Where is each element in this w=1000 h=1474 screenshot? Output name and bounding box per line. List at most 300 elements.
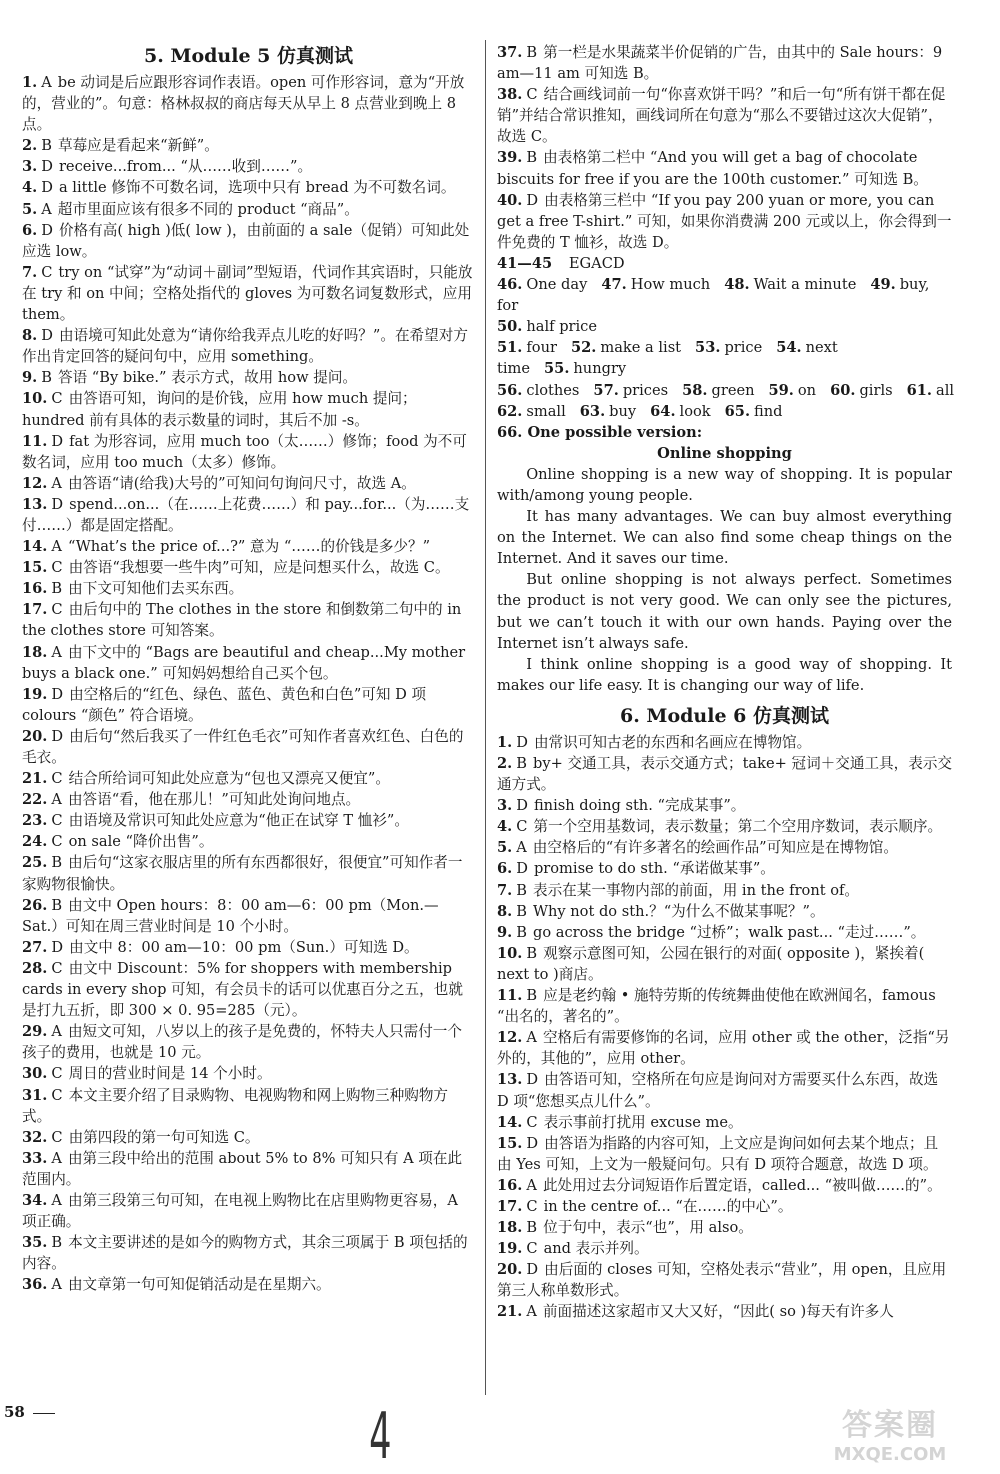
fill-answer: One day [526, 276, 588, 294]
answer-explanation: 由下文可知他们去买东西。 [68, 580, 244, 598]
answer-explanation: 结合所给词可知此处应意为“包也又漂亮又便宜”。 [68, 770, 390, 788]
answer-option: A [51, 1149, 62, 1167]
section-title-module6: 6. Module 6 仿真测试 [619, 704, 829, 727]
answer-item [497, 985, 952, 1027]
answer-explanation: 由后句中的 The clothes in the store 和倒数第二句中的 in the clothes store 可知答案。 [22, 601, 462, 640]
answer-item [497, 1069, 952, 1111]
fill-number: 53. [695, 339, 721, 357]
answer-explanation: and 表示并列。 [543, 1240, 649, 1258]
answer-item [22, 199, 475, 220]
answer-explanation: 由答语可知，空格所在句应是询问对方需要买什么东西，故选 D 项“您想买点儿什么”。 [497, 1071, 939, 1110]
answer-item [497, 1027, 952, 1069]
answer-explanation: promise to do sth. “承诺做某事”。 [533, 860, 775, 878]
answer-option: D [51, 495, 64, 513]
answer-item [22, 937, 475, 958]
answer-option: C [51, 390, 63, 408]
answer-item [22, 262, 475, 325]
left-column [22, 42, 475, 1295]
answer-explanation: try on “试穿”为“动词＋副词”型短语，代词作其宾语时，只能放在 try 和 on 中间；空格处指代的 gloves 为可数名词复数形式，应用 them。 [22, 263, 473, 324]
answer-number: 33. [22, 1149, 48, 1167]
answer-item [22, 473, 475, 494]
fill-answer: girls [859, 381, 893, 399]
answer-number: 17. [22, 601, 48, 619]
essay-body [497, 464, 952, 696]
answer-item [497, 901, 952, 922]
answer-number: 9. [497, 923, 513, 941]
answer-option: B [51, 896, 63, 914]
answer-item [497, 880, 952, 901]
answer-option: C [51, 1086, 63, 1104]
answer-item [22, 1063, 475, 1084]
answer-item [22, 958, 475, 1021]
fill-number: 60. [830, 381, 856, 399]
answer-number: 8. [497, 902, 513, 920]
answer-explanation: 由表格第三栏中 “If you pay 200 yuan or more, you can get a free T-shirt.” 可知，如果你消费满 200 元或以上，你会得到一件免费的 T 恤衫，故选 D。 [497, 191, 952, 251]
answer-explanation: 由文中 8：00 am—10：00 pm（Sun.）可知选 D。 [69, 938, 419, 956]
fill-number: 51. [497, 339, 523, 357]
answer-item [497, 816, 952, 837]
answer-option: D [41, 158, 53, 176]
answer-number: 16. [497, 1176, 523, 1194]
answer-explanation: 空格后有需要修饰的名词，应用 other 或 the other，泛指“另外的，其他的”，应用 other。 [497, 1029, 950, 1068]
answer-option: D [516, 797, 528, 815]
answer-explanation: 由答语“看，他在那儿！”可知此处询问地点。 [67, 791, 361, 809]
answer-option: A [516, 839, 527, 857]
watermark-logo [790, 1400, 990, 1464]
answer-option: B [516, 923, 527, 941]
answer-number: 19. [497, 1240, 523, 1258]
answer-item [22, 1274, 475, 1295]
answer-number: 21. [22, 770, 48, 788]
fill-number: 62. [497, 402, 523, 420]
answer-item [22, 1148, 475, 1190]
answer-explanation: 由文中 Open hours：8：00 am—6：00 pm（Mon.—Sat.）可知在周三营业时间是 10 个小时。 [22, 896, 439, 935]
answer-option: D [51, 432, 64, 450]
answer-option: D [41, 221, 53, 239]
answer-number: 40. [497, 191, 523, 209]
answer-number: 11. [497, 987, 523, 1005]
answer-explanation: be 动词是后应跟形容词作表语。open 可作形容词，意为“开放的，营业的”。句意：格林叔叔的商店每天从早上 8 点营业到晚上 8 点。 [22, 74, 465, 134]
answer-option: C [526, 1113, 538, 1131]
answer-item [22, 831, 475, 852]
answer-number: 30. [22, 1065, 48, 1083]
answer-number: 23. [22, 812, 48, 830]
answer-number: 7. [497, 881, 513, 899]
fill-number: 63. [579, 402, 606, 420]
answer-number: 22. [22, 791, 48, 809]
fill-row [497, 401, 952, 422]
answer-number: 31. [22, 1086, 48, 1104]
answer-item [497, 1238, 952, 1259]
answer-item [22, 325, 475, 367]
answer-explanation: go across the bridge “过桥”；walk past... “走过……”。 [532, 923, 926, 941]
answer-explanation: 应是老约翰 • 施特劳斯的传统舞曲使他在欧洲闻名，famous “出名的，著名的”。 [497, 987, 936, 1026]
fill-number: 48. [724, 276, 750, 294]
fill-number: 47. [601, 276, 627, 294]
answer-option: B [41, 137, 52, 155]
answer-number: 7. [22, 263, 38, 281]
answer-explanation: 前面描述这家超市又大又好，“因此( so )每天有许多人 [542, 1303, 894, 1321]
answer-number: 8. [22, 327, 38, 345]
answer-number: 3. [497, 797, 513, 815]
answer-number: 35. [22, 1234, 48, 1252]
answer-option: C [51, 1065, 63, 1083]
answer-number: 37. [497, 44, 523, 61]
answer-number: 15. [497, 1134, 523, 1152]
answer-option: D [41, 327, 53, 345]
answer-option: D [526, 1261, 539, 1279]
answer-explanation: 由表格第二栏中 “And you will get a bag of chocolate biscuits for free if you are the 100th customer.” 可知选 B。 [497, 149, 928, 188]
answer-number: 12. [497, 1029, 523, 1047]
answer-explanation: 本文主要介绍了目录购物、电视购物和网上购物三种购物方式。 [22, 1086, 449, 1125]
answer-option: A [526, 1303, 537, 1321]
answer-option: B [516, 755, 527, 772]
answer-item [22, 684, 475, 726]
answer-option: D [526, 1134, 539, 1152]
answer-explanation: a little 修饰不可数名词，选项中只有 bread 为不可数名词。 [58, 179, 456, 197]
answer-number: 29. [22, 1023, 48, 1041]
answer-explanation: receive...from... “从……收到……”。 [58, 158, 313, 176]
answer-option: B [526, 149, 538, 167]
right-column [497, 42, 955, 1323]
fill-row [497, 274, 952, 316]
answer-item [497, 922, 952, 943]
answer-item [22, 557, 475, 578]
answer-option: C [526, 1197, 538, 1215]
answer-option: A [41, 200, 52, 218]
answer-item [497, 42, 952, 84]
answer-option: B [51, 580, 63, 598]
answer-number: 27. [22, 938, 48, 956]
answer-item [497, 858, 952, 879]
answer-explanation: 超市里面应该有很多不同的 product “商品”。 [57, 200, 359, 218]
answer-number: 6. [497, 860, 513, 878]
answer-option: C [51, 833, 63, 851]
answer-item [22, 72, 475, 135]
answer-item [22, 536, 475, 557]
answer-option: C [51, 601, 63, 619]
answer-number: 3. [22, 158, 38, 176]
answer-explanation: 由后句“这家衣服店里的所有东西都很好，很便宜”可知作者一家购物很愉快。 [22, 854, 463, 893]
fill-answer: How much [630, 276, 711, 294]
answer-list-right-bottom [497, 732, 952, 1323]
answer-item [22, 768, 475, 789]
fill-number: 49. [870, 276, 896, 294]
answer-item [22, 367, 475, 388]
answer-item [497, 837, 952, 858]
answer-explanation: 由语境可知此处意为“请你给我弄点儿吃的好吗？”。在希望对方作出肯定回答的疑问句中，应用 something。 [22, 327, 468, 366]
answer-number: 11. [22, 432, 48, 450]
answer-option: C [526, 1240, 538, 1258]
fill-answer: find [754, 402, 783, 420]
page-number: 58 [4, 1403, 25, 1421]
fill-number: 52. [570, 339, 597, 357]
answer-option: D [526, 191, 539, 209]
answer-explanation: finish doing sth. “完成某事”。 [533, 797, 746, 815]
answer-option: B [526, 1219, 538, 1237]
fill-answer: small [526, 402, 566, 420]
answer-number: 18. [22, 643, 48, 661]
answer-explanation: 由空格后的“有许多著名的绘画作品”可知应是在博物馆。 [532, 839, 898, 857]
answer-item [22, 1190, 475, 1232]
answer-number: 36. [22, 1276, 48, 1294]
answer-option: A [526, 1176, 537, 1194]
answer-explanation: 由第三段中给出的范围 about 5% to 8% 可知只有 A 项在此范围内。 [22, 1149, 463, 1188]
answer-number: 39. [497, 149, 523, 167]
answer-number: 9. [22, 369, 38, 387]
essay-paragraph: Online shopping is a new way of shopping. It is popular with/among young people. [497, 465, 952, 504]
essay-label: 66. One possible version: [497, 423, 703, 441]
fill-answer: buy [609, 402, 637, 420]
answer-option: D [516, 733, 528, 751]
answer-option: D [526, 1071, 539, 1089]
essay-paragraph: I think online shopping is a good way of shopping. It makes our life easy. It is changing our way of life. [497, 655, 952, 694]
answer-option: D [516, 860, 528, 878]
fill-number: 54. [776, 339, 802, 357]
answer-item [497, 753, 952, 795]
answer-explanation: 由后句“然后我买了一件红色毛衣”可知作者喜欢红色、白色的毛衣。 [22, 727, 464, 766]
answer-explanation: 由下文中的 “Bags are beautiful and cheap...My mother buys a black one.” 可知妈妈想给自己买个包。 [22, 643, 466, 682]
answer-item [22, 431, 475, 473]
answer-list-left [22, 72, 475, 1295]
answer-number: 24. [22, 833, 48, 851]
answer-number: 14. [22, 538, 48, 556]
answer-number: 5. [22, 200, 38, 218]
answer-item [22, 1127, 475, 1148]
answer-option: B [516, 902, 527, 920]
fill-answer: four [526, 339, 557, 357]
answer-item [497, 147, 952, 189]
answer-item [22, 726, 475, 768]
fill-number: 56. [497, 381, 523, 399]
answer-number: 17. [497, 1197, 523, 1215]
answer-option: C [526, 86, 538, 104]
fill-answer: half price [526, 318, 597, 336]
answer-item [497, 795, 952, 816]
answer-explanation: 此处用过去分词短语作后置定语，called... “被叫做……的”。 [542, 1176, 942, 1194]
page-footer [4, 1403, 55, 1421]
answer-number: 21. [497, 1303, 523, 1321]
fill-number: 64. [650, 402, 676, 420]
answer-item [22, 810, 475, 831]
answer-number: 38. [497, 86, 523, 104]
answer-explanation: fat 为形容词，应用 much too（太……）修饰；food 为不可数名词，应用 too much（太多）修饰。 [22, 432, 467, 471]
answer-explanation: 由答语为指路的内容可知，上文应是询问如何去某个地点；且由 Yes 可知，上文为一般疑问句。只有 D 项符合题意，故选 D 项。 [497, 1134, 939, 1173]
essay-title: Online shopping [657, 444, 792, 462]
fill-row [497, 337, 952, 379]
fill-answer: make a list [600, 339, 682, 357]
answer-option: C [51, 559, 63, 577]
answer-item [22, 156, 475, 177]
answer-item [22, 1021, 475, 1063]
fill-number: 46. [497, 276, 523, 294]
answer-explanation: 第一个空用基数词，表示数量；第二个空用序数词，表示顺序。 [533, 818, 943, 836]
answer-option: B [526, 987, 538, 1005]
answer-41-45: 41—45 EGACD [497, 254, 625, 272]
answer-item [22, 388, 475, 430]
answer-item [22, 642, 475, 684]
answer-explanation: Why not do sth.？“为什么不做某事呢？”。 [532, 902, 825, 920]
answer-item [22, 177, 475, 198]
footer-dash [33, 1413, 55, 1414]
watermark-url: MXQE.COM [833, 1444, 947, 1465]
answer-item [497, 1217, 952, 1238]
answer-number: 4. [497, 818, 513, 836]
fill-answer: buy, for [497, 276, 930, 315]
answer-option: C [41, 263, 53, 281]
answer-number: 34. [22, 1191, 48, 1209]
fill-answer: look [679, 402, 711, 420]
answer-explanation: 由短文可知，八岁以上的孩子是免费的，怀特夫人只需付一个孩子的费用，也就是 10 元。 [22, 1023, 462, 1062]
answer-number: 13. [22, 495, 48, 513]
fill-answer: next time [497, 339, 838, 378]
answer-number: 25. [22, 854, 48, 872]
answer-item [497, 190, 952, 253]
answer-option: D [51, 938, 64, 956]
handwritten-mark: 4 [369, 1400, 392, 1474]
answer-explanation: 草莓应是看起来“新鲜”。 [57, 137, 219, 155]
answer-option: B [41, 369, 52, 387]
answer-option: C [516, 818, 528, 836]
answer-number: 2. [497, 755, 513, 772]
answer-option: C [51, 812, 63, 830]
answer-explanation: 位于句中，表示“也”，用 also。 [543, 1219, 753, 1237]
essay-paragraph: It has many advantages. We can buy almost everything on the Internet. We can also find some cheap things on the Internet. And it saves our time. [497, 508, 952, 568]
answer-number: 10. [497, 944, 523, 962]
fill-answer: clothes [526, 381, 580, 399]
answer-item [22, 1085, 475, 1127]
answer-explanation: “What’s the price of...?” 意为 “……的价钱是多少？” [67, 538, 431, 556]
answer-number: 12. [22, 474, 48, 492]
answer-explanation: 由答语“我想要一些牛肉”可知，应是问想买什么，故选 C。 [68, 559, 450, 577]
answer-item [497, 1175, 952, 1196]
essay-paragraph: But online shopping is not always perfect. Sometimes the product is not very good. We can only see the pictures, but we can’t touch it with our own hands. Paying over the Internet isn’t always safe. [497, 571, 952, 652]
answer-number: 2. [22, 137, 38, 155]
watermark-text: 答案圈 [842, 1408, 938, 1443]
fill-answer: all [936, 381, 955, 399]
fill-in-answers [497, 274, 955, 422]
answer-explanation: 由空格后的“红色、绿色、蓝色、黄色和白色”可知 D 项 colours “颜色” 符合语境。 [22, 685, 427, 724]
answer-number: 14. [497, 1113, 523, 1131]
answer-item [497, 1133, 952, 1175]
answer-number: 32. [22, 1128, 48, 1146]
answer-number: 13. [497, 1071, 523, 1089]
answer-explanation: 表示在某一事物内部的前面，用 in the front of。 [532, 881, 860, 899]
fill-number: 58. [682, 381, 708, 399]
answer-explanation: 第一栏是水果蔬菜半价促销的广告，由其中的 Sale hours：9 am—11 am 可知选 B。 [497, 44, 943, 83]
answer-number: 16. [22, 580, 48, 598]
answer-item [22, 852, 475, 894]
answer-explanation: 本文主要讲述的是如今的购物方式，其余三项属于 B 项包括的内容。 [22, 1234, 468, 1273]
fill-number: 55. [544, 360, 570, 378]
answer-option: C [51, 959, 63, 977]
answer-item [22, 494, 475, 536]
fill-answer: price [724, 339, 763, 357]
answer-option: A [526, 1029, 537, 1047]
answer-explanation: 由文章第一句可知促销活动是在星期六。 [67, 1276, 331, 1294]
answer-number: 26. [22, 896, 48, 914]
answer-number: 19. [22, 685, 48, 703]
answer-option: B [526, 44, 538, 61]
answer-option: D [51, 727, 64, 745]
answer-explanation: 价格有高( high )低( low )，由前面的 a sale（促销）可知此处应选 low。 [22, 221, 470, 260]
answer-item [22, 895, 475, 937]
answer-item [497, 1259, 952, 1301]
answer-number: 5. [497, 839, 513, 857]
answer-number: 28. [22, 959, 48, 977]
fill-number: 50. [497, 318, 523, 336]
answer-number: 20. [497, 1261, 523, 1279]
fill-answer: hungry [573, 360, 627, 378]
answer-explanation: 由语境及常识可知此处应意为“他正在试穿 T 恤衫”。 [68, 812, 409, 830]
answer-list-right-top [497, 42, 952, 253]
answer-number: 1. [22, 74, 38, 91]
fill-row [497, 380, 955, 401]
answer-item [22, 599, 475, 641]
answer-explanation: 由答语“请(给我)大号的”可知问句询问尺寸，故选 A。 [67, 474, 416, 492]
answer-item [497, 943, 952, 985]
answer-option: B [516, 881, 527, 899]
answer-option: A [51, 643, 62, 661]
answer-number: 6. [22, 221, 38, 239]
fill-answer: green [711, 381, 755, 399]
answer-explanation: 表示事前打扰用 excuse me。 [543, 1113, 743, 1131]
answer-item [22, 1232, 475, 1274]
answer-explanation: spend...on...（在……上花费……）和 pay...for...（为……支付……）都是固定搭配。 [22, 495, 470, 534]
answer-option: A [41, 74, 52, 91]
answer-explanation: 由第三段第三句可知，在电视上购物比在店里购物更容易，A 项正确。 [22, 1191, 458, 1231]
answer-explanation: 由后面的 closes 可知，空格处表示“营业”，用 open，且应用第三人称单数形式。 [497, 1261, 947, 1300]
answer-item [497, 732, 952, 753]
answer-number: 20. [22, 727, 48, 745]
answer-option: B [51, 1234, 63, 1252]
fill-number: 57. [593, 381, 619, 399]
answer-item [22, 220, 475, 262]
answer-item [22, 135, 475, 156]
answer-option: A [51, 538, 62, 556]
answer-option: A [51, 1191, 62, 1209]
answer-number: 18. [497, 1219, 523, 1237]
fill-answer: Wait a minute [753, 276, 857, 294]
fill-row [497, 316, 952, 337]
answer-item [497, 1112, 952, 1133]
answer-option: A [51, 1023, 62, 1041]
answer-item [22, 578, 475, 599]
fill-number: 61. [906, 381, 933, 399]
answer-item [497, 1196, 952, 1217]
answer-option: A [51, 474, 62, 492]
answer-explanation: 由第四段的第一句可知选 C。 [68, 1128, 260, 1146]
answer-option: C [51, 770, 63, 788]
answer-explanation: 答语 “By bike.” 表示方式，故用 how 提问。 [57, 369, 358, 387]
fill-answer: on [797, 381, 817, 399]
answer-explanation: by+ 交通工具，表示交通方式；take+ 冠词＋交通工具，表示交通方式。 [497, 755, 953, 794]
column-divider [485, 40, 486, 1395]
section-title-module5: 5. Module 5 仿真测试 [143, 45, 353, 67]
answer-option: D [51, 685, 64, 703]
answer-number: 15. [22, 559, 48, 577]
answer-explanation: 观察示意图可知，公园在银行的对面( opposite )，紧挨着( next to )商店。 [497, 944, 925, 983]
answer-number: 4. [22, 179, 38, 197]
answer-option: C [51, 1128, 63, 1146]
answer-explanation: 由答语可知，询问的是价钱，应用 how much 提问；hundred 前有具体的表示数量的词时，其后不加 -s。 [22, 390, 417, 429]
answer-option: B [51, 854, 63, 872]
fill-number: 65. [724, 402, 751, 420]
fill-number: 59. [768, 381, 794, 399]
answer-explanation: 结合画线词前一句“你喜欢饼干吗？”和后一句“所有饼干都在促销”并结合常识推知，画线词所在句意为“那么不要错过这次大促销”，故选 C。 [497, 86, 946, 146]
answer-item [497, 84, 952, 147]
answer-explanation: 周日的营业时间是 14 个小时。 [68, 1065, 272, 1083]
